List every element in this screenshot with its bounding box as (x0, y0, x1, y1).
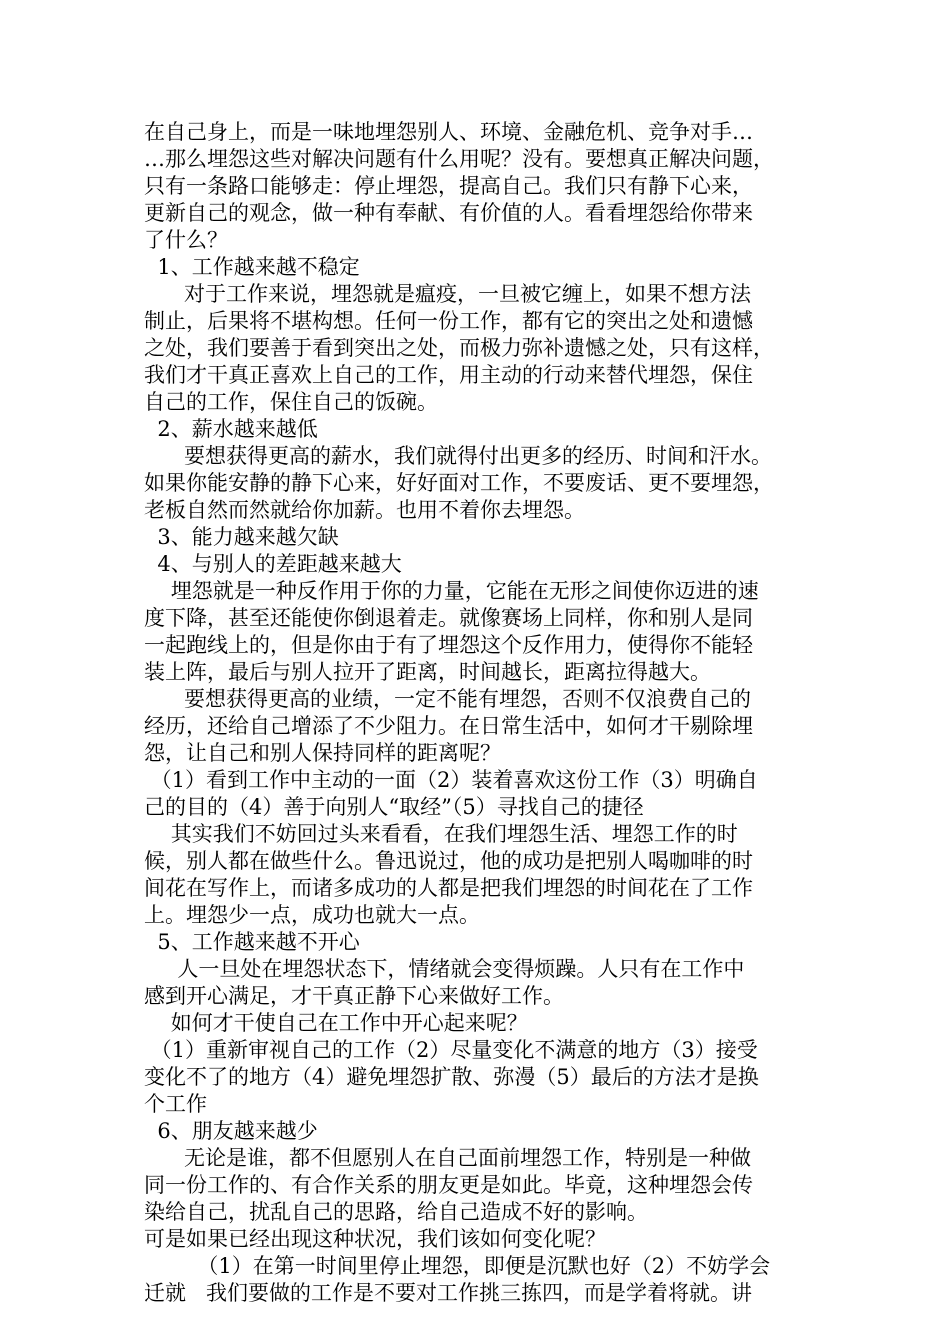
text-line: 自己的工作，保住自己的饭碗。 (144, 390, 438, 414)
text-line: 2、薪水越来越低 (144, 417, 318, 441)
text-line: （1）在第一时间里停止埋怨，即便是沉默也好（2）不妨学会 (144, 1254, 771, 1278)
text-line: 如果你能安静的静下心来，好好面对工作，不要废话、更不要埋怨， (144, 471, 774, 495)
text-line: 只有一条路口能够走：停止埋怨，提高自己。我们只有静下心来， (144, 174, 753, 198)
text-line: 间花在写作上，而诸多成功的人都是把我们埋怨的时间花在了工作 (144, 876, 753, 900)
text-line: 了什么？ (144, 228, 228, 252)
text-line: 更新自己的观念，做一种有奉献、有价值的人。看看埋怨给你带来 (144, 201, 753, 225)
text-line: 人一旦处在埋怨状态下，情绪就会变得烦躁。人只有在工作中 (144, 957, 745, 981)
text-line: 感到开心满足，才干真正静下心来做好工作。 (144, 984, 564, 1008)
text-line: 个工作 (144, 1092, 207, 1116)
text-line: 上。埋怨少一点，成功也就大一点。 (144, 903, 480, 927)
text-line: 其实我们不妨回过头来看看，在我们埋怨生活、埋怨工作的时 (144, 822, 738, 846)
text-line: 装上阵，最后与别人拉开了距离，时间越长，距离拉得越大。 (144, 660, 711, 684)
text-line: （1）重新审视自己的工作（2）尽量变化不满意的地方（3）接受 (144, 1038, 758, 1062)
text-line: 怨，让自己和别人保持同样的距离呢？ (144, 741, 501, 765)
text-line: 候，别人都在做些什么。鲁迅说过，他的成功是把别人喝咖啡的时 (144, 849, 753, 873)
text-line: 如何才干使自己在工作中开心起来呢？ (144, 1011, 528, 1035)
text-line: （1）看到工作中主动的一面（2）装着喜欢这份工作（3）明确自 (144, 768, 758, 792)
text-line: 3、能力越来越欠缺 (144, 525, 339, 549)
text-line: 迁就 我们要做的工作是不要对工作挑三拣四，而是学着将就。讲 (144, 1281, 753, 1305)
text-line: 可是如果已经出现这种状况，我们该如何变化呢？ (144, 1227, 606, 1251)
text-line: 要想获得更高的薪水，我们就得付出更多的经历、时间和汗水。 (144, 444, 773, 468)
text-line: 6、朋友越来越少 (144, 1119, 318, 1143)
text-line: 同一份工作的、有合作关系的朋友更是如此。毕竟，这种埋怨会传 (144, 1173, 753, 1197)
text-line: 1、工作越来越不稳定 (144, 255, 360, 279)
text-line: 之处，我们要善于看到突出之处，而极力弥补遗憾之处，只有这样， (144, 336, 774, 360)
text-line: 制止，后果将不堪构想。任何一份工作，都有它的突出之处和遗憾 (144, 309, 753, 333)
text-line: 度下降，甚至还能使你倒退着走。就像赛场上同样，你和别人是同 (144, 606, 753, 630)
text-line: 要想获得更高的业绩，一定不能有埋怨，否则不仅浪费自己的 (144, 687, 752, 711)
document-body (144, 119, 816, 1307)
text-line: 5、工作越来越不开心 (144, 930, 360, 954)
text-line: 变化不了的地方（4）避免埋怨扩散、弥漫（5）最后的方法才是换 (144, 1065, 759, 1089)
text-line: 无论是谁，都不但愿别人在自己面前埋怨工作，特别是一种做 (144, 1146, 752, 1170)
text-line: 埋怨就是一种反作用于你的力量，它能在无形之间使你迈进的速 (144, 579, 759, 603)
text-line: 老板自然而然就给你加薪。也用不着你去埋怨。 (144, 498, 585, 522)
text-line: …那么埋怨这些对解决问题有什么用呢？没有。要想真正解决问题， (144, 147, 774, 171)
text-line: 对于工作来说，埋怨就是瘟疫，一旦被它缠上，如果不想方法 (144, 282, 752, 306)
text-line: 在自己身上，而是一味地埋怨别人、环境、金融危机、竞争对手… (144, 120, 753, 144)
text-line: 己的目的（4）善于向别人“取经”（5）寻找自己的捷径 (144, 795, 644, 819)
text-line: 4、与别人的差距越来越大 (144, 552, 402, 576)
text-line: 经历，还给自己增添了不少阻力。在日常生活中，如何才干剔除埋 (144, 714, 753, 738)
text-line: 我们才干真正喜欢上自己的工作，用主动的行动来替代埋怨，保住 (144, 363, 753, 387)
text-line: 一起跑线上的，但是你由于有了埋怨这个反作用力，使得你不能轻 (144, 633, 753, 657)
text-line: 染给自己，扰乱自己的思路，给自己造成不好的影响。 (144, 1200, 648, 1224)
